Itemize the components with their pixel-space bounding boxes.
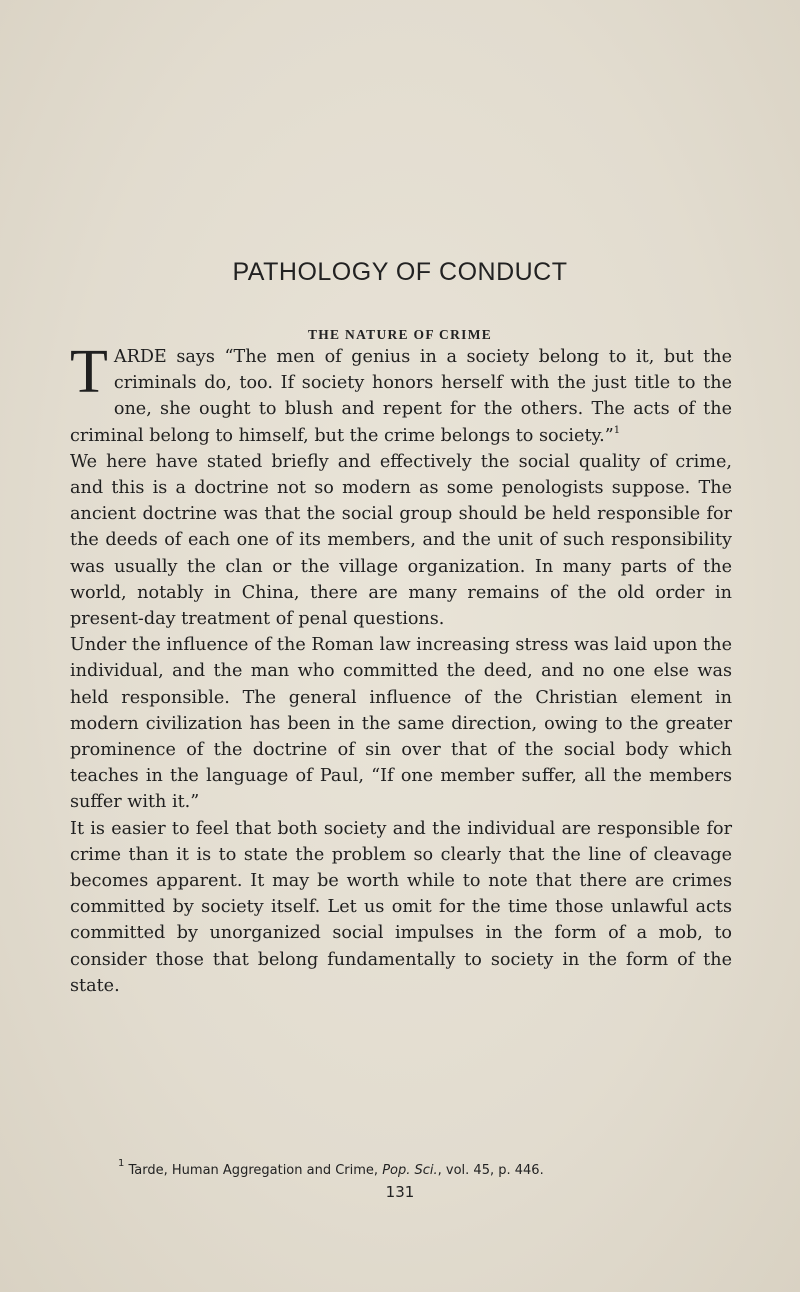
paragraph-3: Under the influence of the Roman law increasing stress was laid upon the individual, and the man who committed the deed, and no one else was held responsible. The general influence of the Christian element in modern civilization has been in the same direction, owing to the greater prominence of the doctrine of sin over that of the social body which teaches in the language of Paul, “If one member suffer, all the members suffer with it.”	[70, 635, 732, 813]
section-subheading: THE NATURE OF CRIME	[307, 327, 493, 342]
footnote-text-after: , vol. 45, p. 446.	[437, 1163, 544, 1178]
drop-cap: T	[70, 338, 108, 406]
paragraph-4: It is easier to feel that both society and the individual are responsible for crime than it is to state the problem so clearly that the line of cleavage becomes apparent. It may be worth while to note that there are crimes committed by society itself. Let us omit for the time those unlawful acts committed by unorganized social impulses in the form of a mob, to consider those that belong fundamentally to society in the form of the state.	[70, 818, 732, 996]
page-heading: PATHOLOGY OF CONDUCT	[232, 258, 568, 286]
footnote-marker: 1	[118, 1158, 125, 1169]
paragraph-2: We here have stated briefly and effectively the social quality of crime, and this is a doctrine not so modern as some penologists suppose. The ancient doctrine was that the social group should be held responsible for the deeds of each one of its members, and the unit of such responsibility was usually the clan or the village organization. In many parts of the world, notably in China, there are many remains of the old order in present-day treatment of penal questions.	[70, 451, 732, 630]
page-number: 131	[385, 1183, 415, 1201]
body-text	[70, 338, 732, 999]
paragraph-1	[70, 338, 732, 449]
footnote-reference: 1	[613, 424, 621, 436]
footnote-text-before: Tarde, Human Aggregation and Crime,	[128, 1163, 383, 1178]
footnote	[118, 1158, 544, 1178]
footnote-journal: Pop. Sci.	[382, 1163, 438, 1178]
paragraph-1-text: ARDE says “The men of genius in a society belong to it, but the criminals do, too. If society honors herself with the just title to the one, she ought to blush and repent for the others. The acts of the criminal belong to himself, but the crime belongs to society.”	[70, 347, 732, 446]
